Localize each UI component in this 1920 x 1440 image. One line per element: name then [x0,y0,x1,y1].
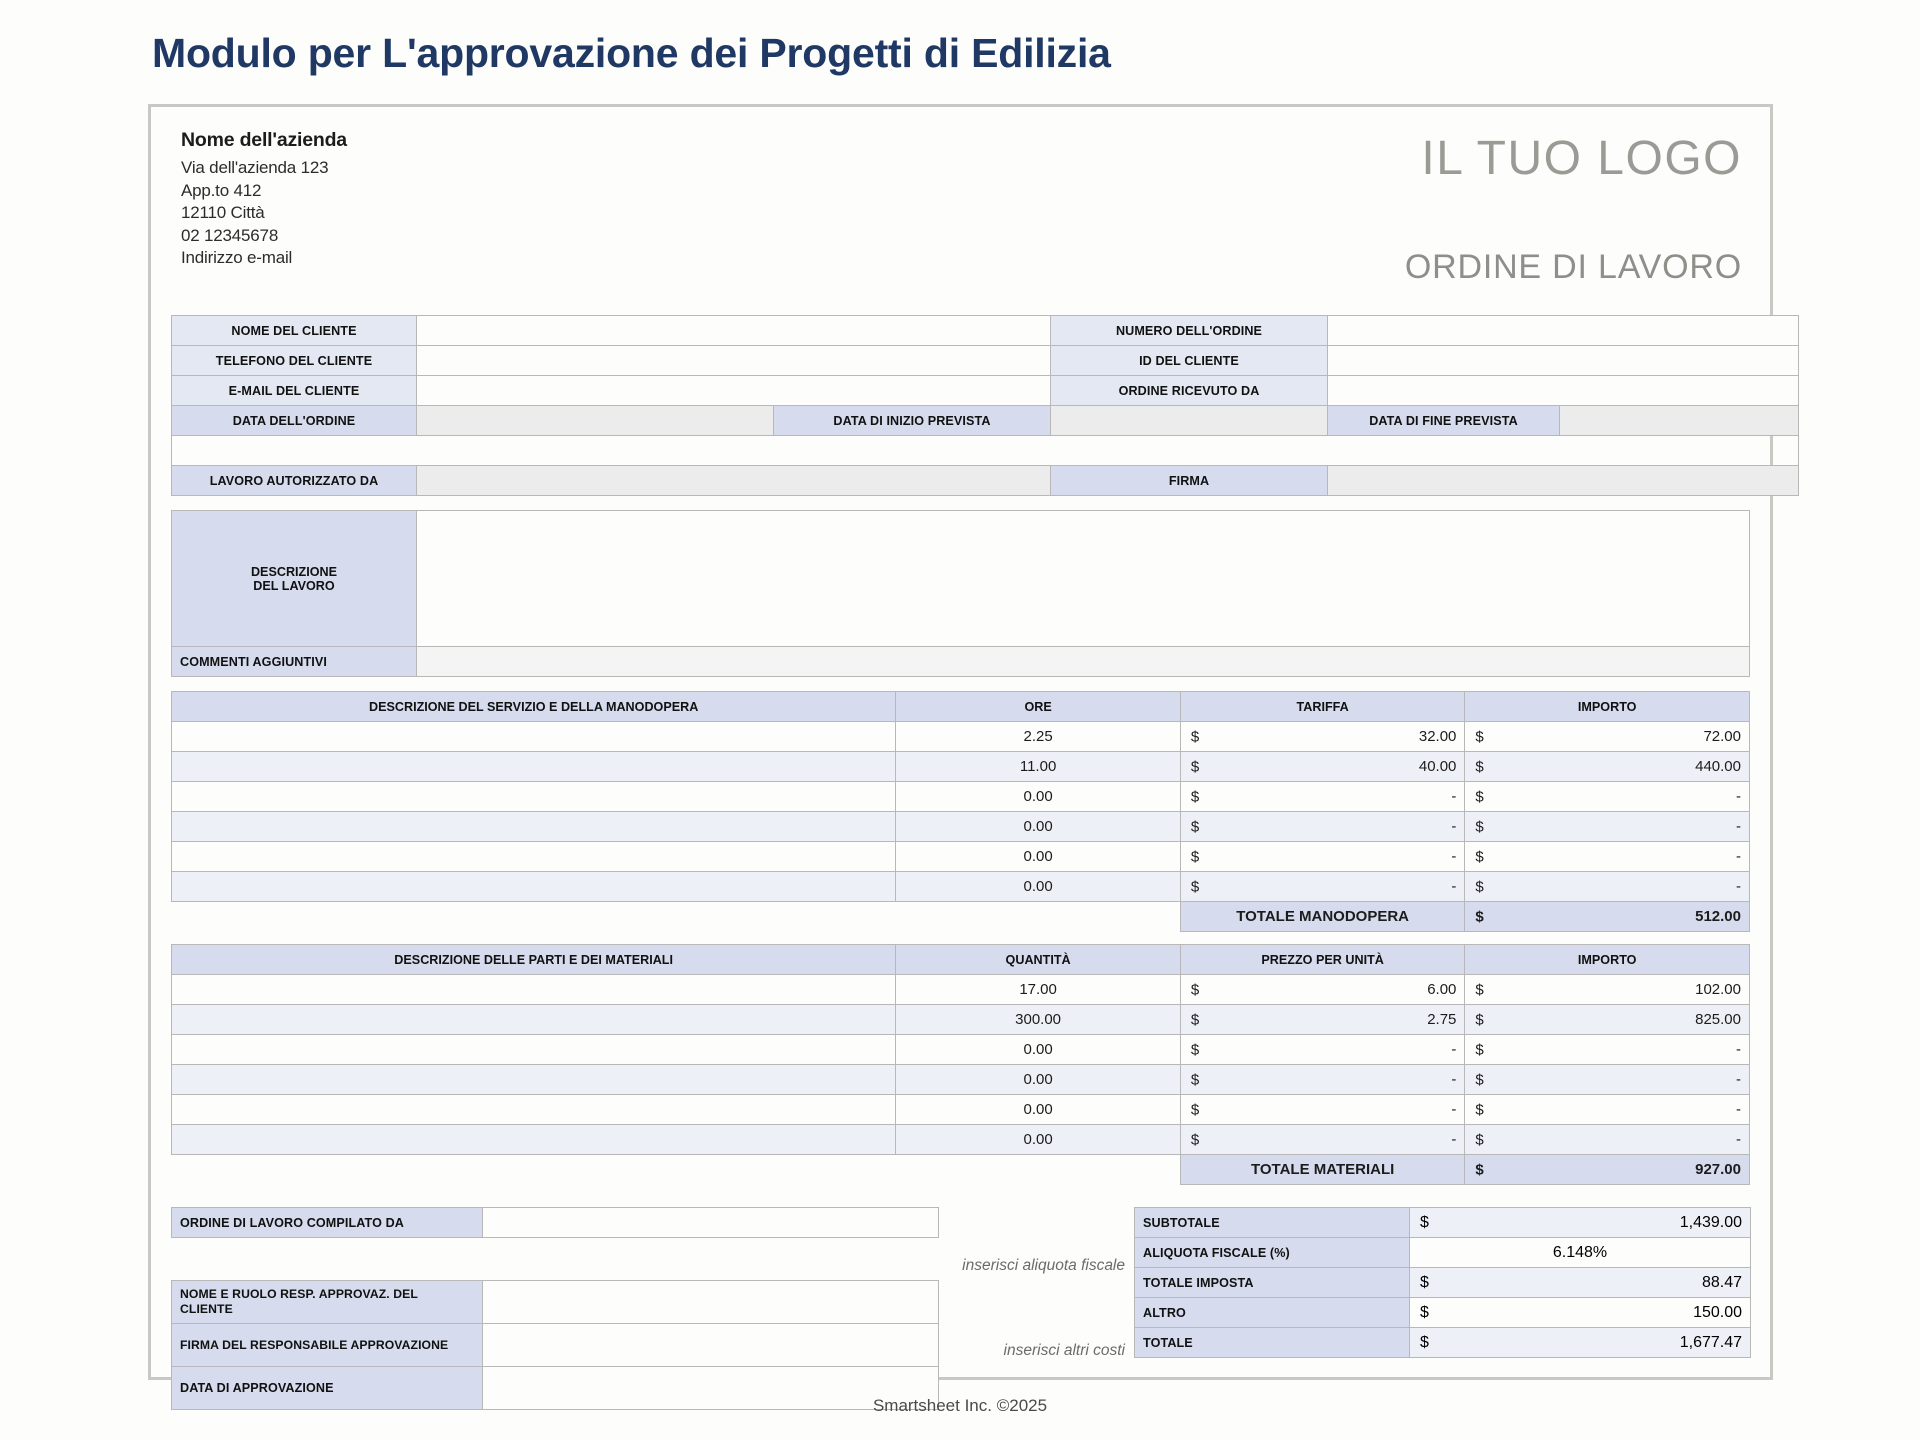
logo-placeholder: IL TUO LOGO [1421,132,1742,185]
work-description-input[interactable] [417,511,1750,647]
currency-symbol: $ [1475,981,1484,998]
description-table [171,510,1750,677]
document-type-heading: ORDINE DI LAVORO [1404,248,1742,286]
material-qty-input[interactable]: 0.00 [896,1035,1181,1065]
company-address-line3: 12110 Città [181,203,265,222]
table-row [172,466,1799,496]
labor-header-amount: IMPORTO [1465,692,1750,722]
labor-header-rate: TARIFFA [1180,692,1465,722]
client-phone-label: TELEFONO DEL CLIENTE [172,346,417,376]
labor-rate-value: 40.00 [1418,758,1457,775]
client-id-label: ID DEL CLIENTE [1051,346,1328,376]
subtotal-value: 1,439.00 [1679,1213,1742,1231]
compiled-by-table [171,1207,939,1238]
labor-total-value: 512.00 [1695,908,1741,925]
work-description-label-line1: DESCRIZIONE [250,564,338,579]
labor-amount-cell [1465,842,1750,872]
currency-symbol: $ [1190,758,1200,775]
material-amount-value: - [1736,1101,1741,1118]
labor-total-row [172,902,1750,932]
other-value: 150.00 [1693,1303,1742,1321]
currency-symbol: $ [1475,758,1484,775]
other-label: ALTRO [1135,1298,1410,1328]
signature-label: FIRMA [1051,466,1328,496]
labor-hours-input[interactable]: 11.00 [896,752,1181,782]
tax-total-value: 88.47 [1701,1273,1742,1291]
labor-rate-value: 32.00 [1418,728,1457,745]
grand-total-label: TOTALE [1135,1328,1410,1358]
labor-description-input[interactable] [172,872,896,902]
material-unit-price-cell[interactable] [1180,1005,1465,1035]
material-unit-price-value: - [1451,1131,1457,1148]
material-qty-input[interactable]: 300.00 [896,1005,1181,1035]
tax-rate-input[interactable]: 6.148% [1410,1238,1751,1268]
material-amount-cell [1465,1125,1750,1155]
company-address-line2: App.to 412 [181,180,262,200]
currency-symbol: $ [1190,981,1200,998]
material-amount-cell [1465,1005,1750,1035]
material-amount-value: - [1736,1041,1741,1058]
labor-amount-cell [1465,752,1750,782]
tax-rate-label: ALIQUOTA FISCALE (%) [1135,1238,1410,1268]
table-row [172,647,1750,677]
material-amount-value: 825.00 [1695,1011,1741,1028]
other-input[interactable] [1410,1298,1751,1328]
compiled-by-input[interactable] [482,1208,938,1238]
currency-symbol: $ [1190,1101,1200,1118]
materials-header-description: DESCRIZIONE DELLE PARTI E DEI MATERIALI [172,945,896,975]
currency-symbol: $ [1190,1011,1200,1028]
table-row [172,1125,1750,1155]
bottom-section [171,1207,1750,1417]
approval-block [171,1207,939,1410]
tax-rate-hint: inserisci aliquota fiscale [962,1257,1125,1274]
material-amount-value: 102.00 [1695,981,1741,998]
currency-symbol: $ [1190,848,1200,865]
labor-description-input[interactable] [172,752,896,782]
table-row [172,511,1750,647]
table-row [1135,1238,1751,1268]
table-row [172,1065,1750,1095]
labor-rate-cell[interactable] [1180,752,1465,782]
signature-input[interactable] [1328,466,1799,496]
labor-amount-value: 440.00 [1695,758,1741,775]
order-number-input[interactable] [1328,316,1799,346]
materials-total-value: 927.00 [1695,1161,1741,1178]
table-row [172,1095,1750,1125]
additional-comments-label: COMMENTI AGGIUNTIVI [172,647,417,677]
currency-symbol: $ [1475,1101,1484,1118]
labor-amount-value: - [1736,848,1741,865]
client-info-table [171,315,1799,496]
table-row [1135,1268,1751,1298]
labor-amount-cell [1465,782,1750,812]
client-phone-input[interactable] [417,346,1051,376]
material-unit-price-cell[interactable] [1180,1125,1465,1155]
material-unit-price-value: - [1451,1071,1457,1088]
order-date-input[interactable] [417,406,774,436]
material-amount-cell [1465,1065,1750,1095]
order-number-label: NUMERO DELL'ORDINE [1051,316,1328,346]
table-row [172,1005,1750,1035]
material-qty-input[interactable]: 17.00 [896,975,1181,1005]
labor-description-input[interactable] [172,722,896,752]
table-row [1135,1328,1751,1358]
table-row [1135,1208,1751,1238]
client-approver-input[interactable] [482,1281,938,1324]
table-row [172,1281,939,1324]
work-authorized-by-label: LAVORO AUTORIZZATO DA [172,466,417,496]
material-amount-value: - [1736,1131,1741,1148]
end-date-input[interactable] [1560,406,1799,436]
materials-table-header [172,945,1750,975]
table-row [172,1035,1750,1065]
table-row [172,975,1750,1005]
currency-symbol: $ [1190,788,1200,805]
material-amount-cell [1465,1095,1750,1125]
currency-symbol: $ [1475,1041,1484,1058]
material-description-input[interactable] [172,975,896,1005]
material-description-input[interactable] [172,1005,896,1035]
work-authorized-by-input[interactable] [417,466,1051,496]
client-name-label: NOME DEL CLIENTE [172,316,417,346]
currency-symbol: $ [1475,788,1484,805]
labor-description-input[interactable] [172,842,896,872]
end-date-label: DATA DI FINE PREVISTA [1328,406,1560,436]
client-id-input[interactable] [1328,346,1799,376]
labor-amount-cell [1465,812,1750,842]
labor-amount-cell [1465,872,1750,902]
table-row [172,752,1750,782]
materials-header-amount: IMPORTO [1465,945,1750,975]
company-email: Indirizzo e-mail [181,248,293,267]
labor-rate-value: - [1451,788,1457,805]
grand-total-value: 1,677.47 [1679,1333,1742,1351]
tax-total-label: TOTALE IMPOSTA [1135,1268,1410,1298]
client-approver-label: NOME E RUOLO RESP. APPROVAZ. DEL CLIENTE [172,1281,483,1324]
material-description-input[interactable] [172,1125,896,1155]
client-name-input[interactable] [417,316,1051,346]
company-phone: 02 12345678 [181,225,279,245]
currency-symbol: $ [1475,728,1484,745]
currency-symbol: $ [1190,728,1200,745]
material-unit-price-cell[interactable] [1180,1065,1465,1095]
labor-amount-value: 72.00 [1703,728,1741,745]
order-date-label: DATA DELL'ORDINE [172,406,417,436]
currency-symbol: $ [1420,1333,1429,1351]
materials-header-unit-price: PREZZO PER UNITÀ [1180,945,1465,975]
currency-symbol: $ [1475,908,1484,925]
material-amount-value: - [1736,1071,1741,1088]
footer-text: Smartsheet Inc. ©2025 [872,1396,1048,1415]
material-unit-price-value: 6.00 [1427,981,1457,998]
labor-hours-input[interactable]: 2.25 [896,722,1181,752]
approval-date-label: DATA DI APPROVAZIONE [172,1367,483,1410]
currency-symbol: $ [1475,1131,1484,1148]
materials-total-label: TOTALE MATERIALI [1180,1155,1465,1185]
company-address-line1: Via dell'azienda 123 [181,158,329,177]
labor-rate-value: - [1451,878,1457,895]
approver-signature-label: FIRMA DEL RESPONSABILE APPROVAZIONE [172,1324,483,1367]
materials-total-row [172,1155,1750,1185]
order-received-by-input[interactable] [1328,376,1799,406]
compiled-by-label: ORDINE DI LAVORO COMPILATO DA [172,1208,483,1238]
form-sheet [148,104,1773,1395]
subtotal-cell [1410,1208,1751,1238]
labor-rate-cell[interactable] [1180,782,1465,812]
material-description-input[interactable] [172,1065,896,1095]
material-qty-input[interactable]: 0.00 [896,1065,1181,1095]
labor-rate-cell[interactable] [1180,842,1465,872]
labor-hours-input[interactable]: 0.00 [896,782,1181,812]
table-row [172,1208,939,1238]
page-title: Modulo per L'approvazione dei Progetti di Edilizia [152,30,1111,76]
labor-total-label: TOTALE MANODOPERA [1180,902,1465,932]
material-unit-price-value: 2.75 [1427,1011,1457,1028]
currency-symbol: $ [1420,1273,1429,1291]
labor-hours-input[interactable]: 0.00 [896,812,1181,842]
company-block [181,129,347,270]
currency-symbol: $ [1420,1213,1429,1231]
currency-symbol: $ [1190,1131,1200,1148]
currency-symbol: $ [1190,1071,1200,1088]
labor-total-cell [1465,902,1750,932]
material-qty-input[interactable]: 0.00 [896,1095,1181,1125]
order-received-by-label: ORDINE RICEVUTO DA [1051,376,1328,406]
currency-symbol: $ [1475,1161,1484,1178]
table-row [172,782,1750,812]
form-header [171,125,1750,315]
labor-description-input[interactable] [172,782,896,812]
currency-symbol: $ [1420,1303,1429,1321]
currency-symbol: $ [1475,1011,1484,1028]
material-unit-price-value: - [1451,1101,1457,1118]
material-unit-price-value: - [1451,1041,1457,1058]
client-email-label: E-MAIL DEL CLIENTE [172,376,417,406]
tax-total-cell [1410,1268,1751,1298]
table-row [172,406,1799,436]
table-row [172,812,1750,842]
subtotal-label: SUBTOTALE [1135,1208,1410,1238]
currency-symbol: $ [1475,1071,1484,1088]
table-row [172,316,1799,346]
table-row [172,376,1799,406]
material-unit-price-cell[interactable] [1180,1035,1465,1065]
currency-symbol: $ [1190,1041,1200,1058]
labor-amount-value: - [1736,878,1741,895]
labor-header-description: DESCRIZIONE DEL SERVIZIO E DELLA MANODOPERA [172,692,896,722]
work-description-label-line2: DEL LAVORO [253,578,335,593]
material-unit-price-cell[interactable] [1180,975,1465,1005]
labor-rate-cell[interactable] [1180,722,1465,752]
table-row [172,346,1799,376]
materials-table [171,944,1750,1185]
start-date-input[interactable] [1051,406,1328,436]
material-amount-cell [1465,975,1750,1005]
labor-table [171,691,1750,932]
start-date-label: DATA DI INIZIO PREVISTA [774,406,1051,436]
currency-symbol: $ [1190,878,1200,895]
labor-rate-value: - [1451,848,1457,865]
materials-total-cell [1465,1155,1750,1185]
table-row [172,872,1750,902]
labor-amount-cell [1465,722,1750,752]
labor-amount-value: - [1736,818,1741,835]
currency-symbol: $ [1190,818,1200,835]
labor-table-header [172,692,1750,722]
labor-rate-cell[interactable] [1180,812,1465,842]
currency-symbol: $ [1475,878,1484,895]
labor-hours-input[interactable]: 0.00 [896,842,1181,872]
material-description-input[interactable] [172,1035,896,1065]
labor-rate-cell[interactable] [1180,872,1465,902]
totals-table [1134,1207,1751,1358]
other-costs-hint: inserisci altri costi [1003,1342,1125,1359]
table-row [172,842,1750,872]
work-description-label [172,511,417,647]
labor-rate-value: - [1451,818,1457,835]
currency-symbol: $ [1475,848,1484,865]
materials-header-quantity: QUANTITÀ [896,945,1181,975]
material-unit-price-cell[interactable] [1180,1095,1465,1125]
table-row [172,722,1750,752]
totals-block [1134,1207,1750,1358]
labor-amount-value: - [1736,788,1741,805]
material-amount-cell [1465,1035,1750,1065]
table-row [1135,1298,1751,1328]
grand-total-cell [1410,1328,1751,1358]
material-description-input[interactable] [172,1095,896,1125]
labor-description-input[interactable] [172,812,896,842]
labor-hours-input[interactable]: 0.00 [896,872,1181,902]
additional-comments-input[interactable] [417,647,1750,677]
company-name: Nome dell'azienda [181,129,347,151]
currency-symbol: $ [1475,818,1484,835]
client-email-input[interactable] [417,376,1051,406]
material-qty-input[interactable]: 0.00 [896,1125,1181,1155]
labor-header-hours: ORE [896,692,1181,722]
